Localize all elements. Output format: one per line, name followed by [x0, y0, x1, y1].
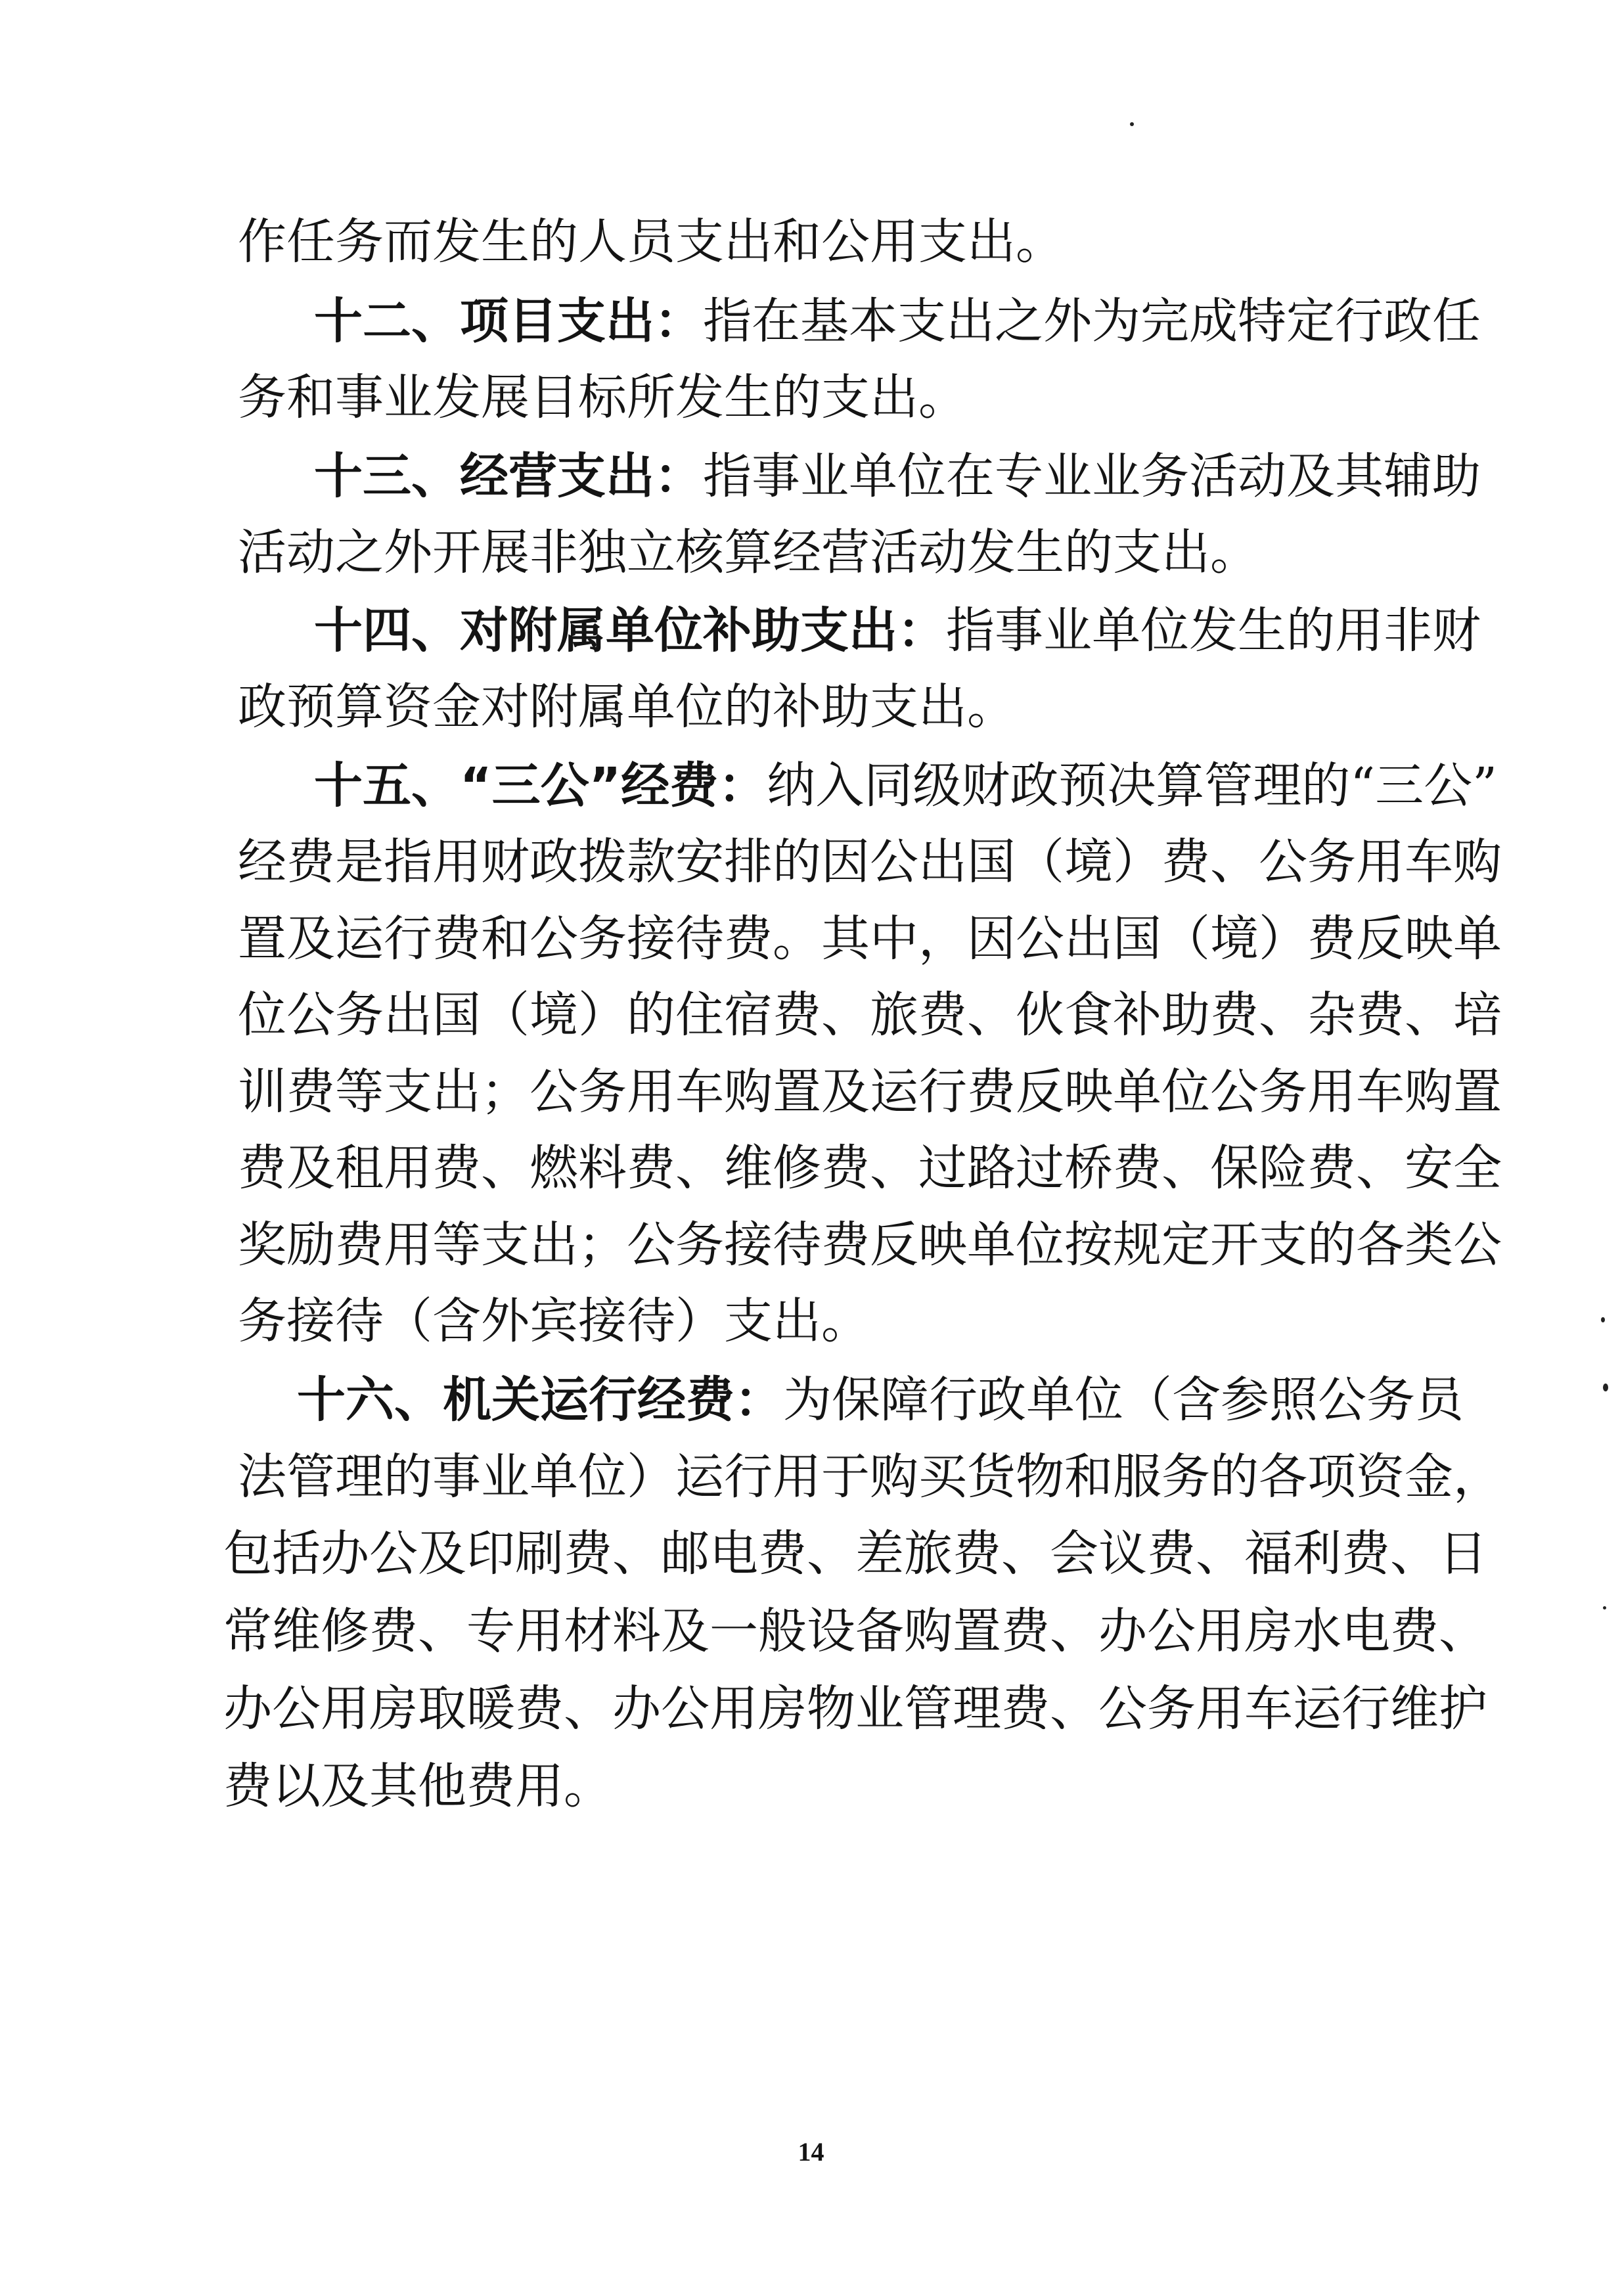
text-line: 常维修费、专用材料及一般设备购置费、办公用房水电费、 [223, 1603, 1487, 1659]
definition-line: 十五、“三公”经费：纳入同级财政预决算管理的“三公” [314, 757, 1497, 814]
definition-term: 十二、项目支出： [314, 293, 703, 349]
text-line: 作任务而发生的人员支出和公用支出。 [238, 214, 1064, 270]
text-line: 训费等支出；公务用车购置及运行费反映单位公务用车购置 [238, 1064, 1502, 1120]
scan-speck [1603, 1606, 1606, 1609]
scan-speck [1601, 1317, 1605, 1322]
scan-speck [1603, 1384, 1608, 1391]
definition-term: 十三、经营支出： [314, 448, 703, 505]
definition-term: 十四、对附属单位补助支出： [314, 602, 946, 659]
text-line: 务和事业发展目标所发生的支出。 [238, 369, 967, 426]
text-line: 置及运行费和公务接待费。其中，因公出国（境）费反映单 [238, 911, 1502, 967]
text-line: 费以及其他费用。 [223, 1758, 612, 1814]
text-line: 包括办公及印刷费、邮电费、差旅费、会议费、福利费、日 [223, 1525, 1487, 1582]
text-line: 奖励费用等支出；公务接待费反映单位按规定开支的各类公 [238, 1217, 1502, 1273]
text-line: 务接待（含外宾接待）支出。 [238, 1293, 870, 1349]
scan-speck [1130, 122, 1134, 126]
text-line: 政预算资金对附属单位的补助支出。 [238, 679, 1016, 735]
text-line: 费及租用费、燃料费、维修费、过路过桥费、保险费、安全 [238, 1140, 1502, 1196]
definition-line: 十三、经营支出：指事业单位在专业业务活动及其辅助 [314, 448, 1481, 505]
definition-line: 十六、机关运行经费：为保障行政单位（含参照公务员 [297, 1372, 1464, 1428]
definition-line: 十四、对附属单位补助支出：指事业单位发生的用非财 [314, 602, 1481, 659]
page-number: 14 [798, 2137, 824, 2167]
text-line: 法管理的事业单位）运行用于购买货物和服务的各项资金， [238, 1449, 1502, 1505]
definition-line: 十二、项目支出：指在基本支出之外为完成特定行政任 [314, 293, 1481, 349]
text-line: 办公用房取暖费、办公用房物业管理费、公务用车运行维护 [223, 1680, 1487, 1737]
text-line: 活动之外开展非独立核算经营活动发生的支出。 [238, 524, 1259, 581]
definition-term: 十五、“三公”经费： [314, 757, 767, 814]
text-line: 经费是指用财政拨款安排的因公出国（境）费、公务用车购 [238, 834, 1502, 890]
text-line: 位公务出国（境）的住宿费、旅费、伙食补助费、杂费、培 [238, 987, 1502, 1043]
definition-term: 十六、机关运行经费： [297, 1372, 783, 1428]
